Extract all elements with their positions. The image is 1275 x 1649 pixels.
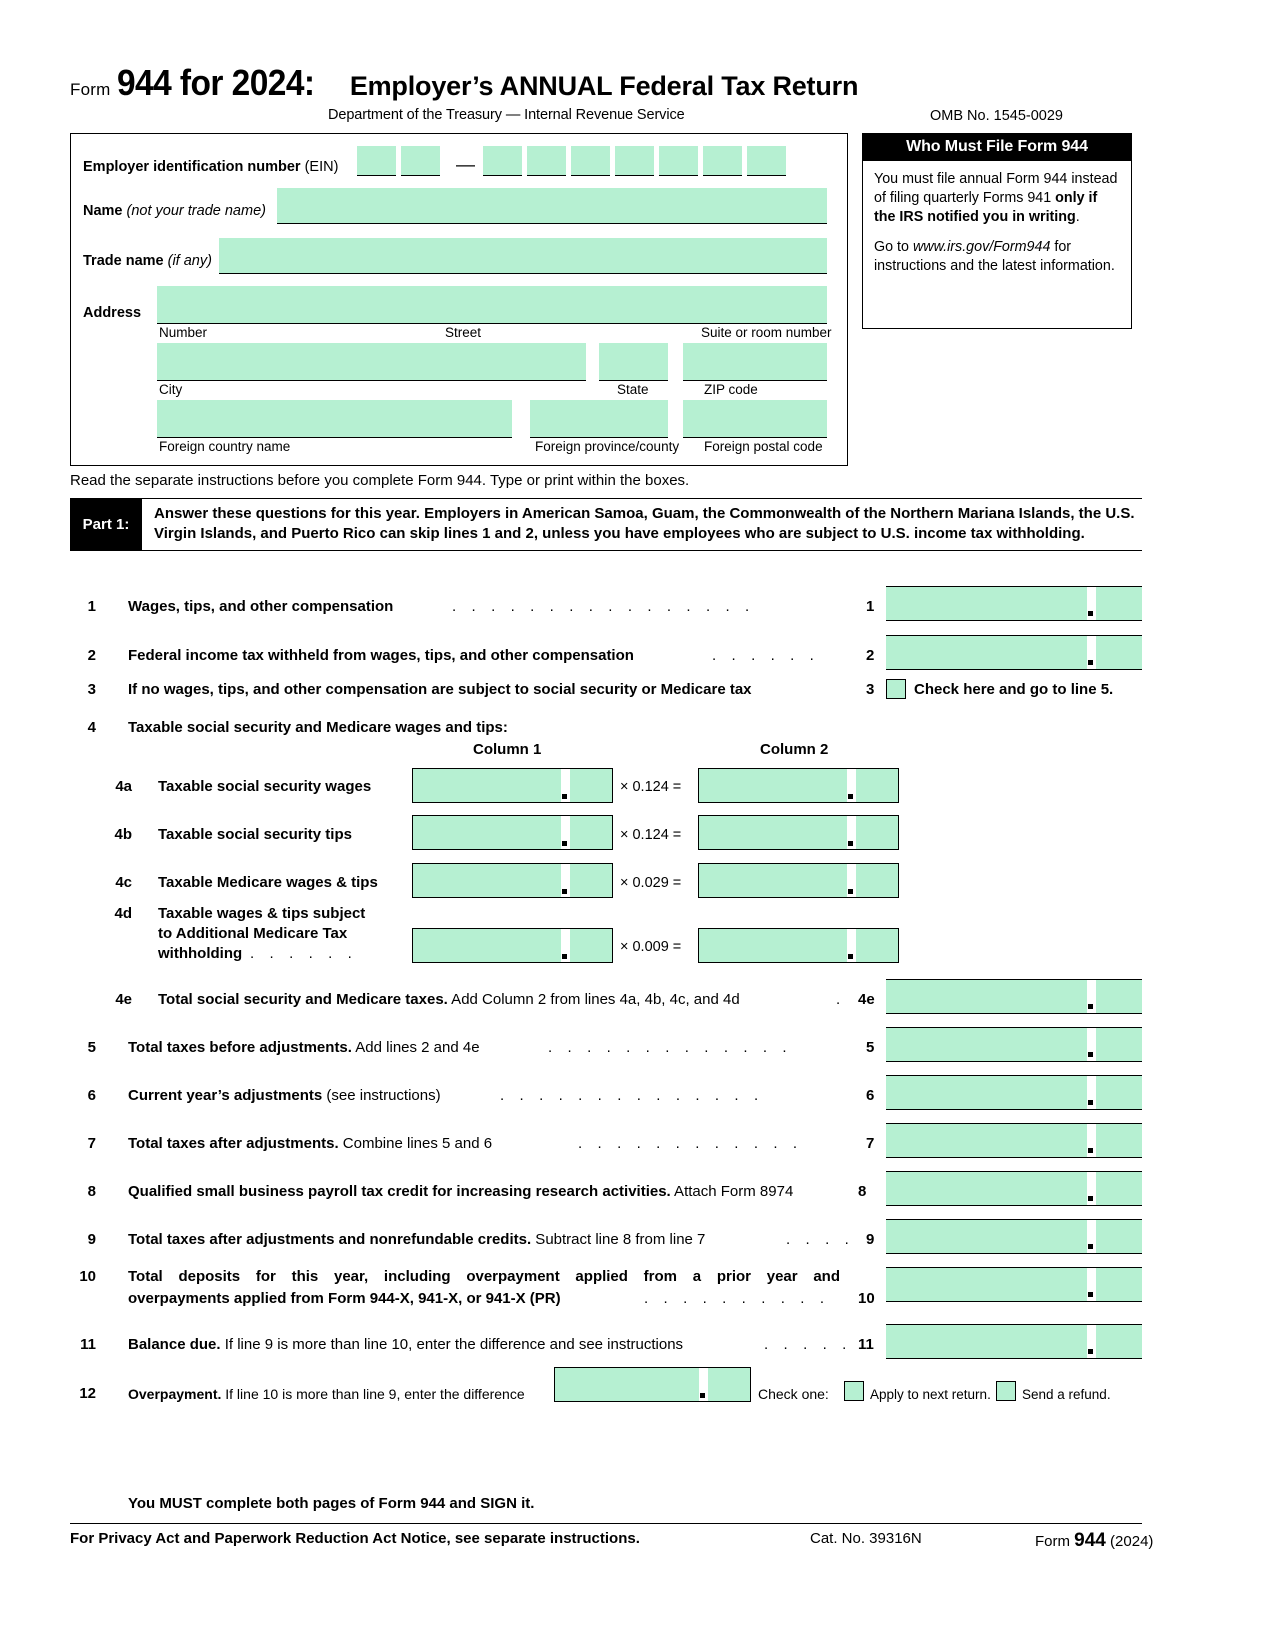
line-9-amount-field[interactable] — [886, 1219, 1142, 1254]
line-4b-col1-decimal-separator — [561, 816, 570, 849]
line-9-cents[interactable] — [1096, 1220, 1142, 1253]
line-8-cents[interactable] — [1096, 1172, 1142, 1205]
line-6-amount-field[interactable] — [886, 1075, 1142, 1110]
trade-name-label: Trade name (if any) — [83, 253, 212, 269]
line-12-dollars[interactable] — [555, 1368, 699, 1401]
line-4d-label-line3: withholding — [158, 945, 243, 962]
line-6-number: 6 — [87, 1087, 96, 1104]
caption-street: Street — [445, 325, 482, 340]
line-4d-label-line1: Taxable wages & tips subject — [158, 905, 366, 922]
footer-form-id — [1035, 1530, 1153, 1552]
line-4e-label: Total social security and Medicare taxes. Add Column 2 from lines 4a, 4b, 4c, and 4d — [158, 991, 740, 1008]
line-4b-label: Taxable social security tips — [158, 826, 352, 843]
line-11-number: 11 — [80, 1336, 96, 1353]
line-6-cents[interactable] — [1096, 1076, 1142, 1109]
line-4a-col1-decimal-separator — [561, 769, 570, 802]
line-4b-rate: × 0.124 = — [620, 827, 682, 843]
line-1-number: 1 — [87, 598, 96, 615]
form-number-year: 944 for 2024: — [117, 62, 315, 103]
who-must-file-body — [863, 161, 1131, 276]
ein-digit-5[interactable] — [571, 146, 610, 176]
line-6-leader: . . . . . . . . . . . . . . — [500, 1087, 764, 1104]
line-4-label: Taxable social security and Medicare wages and tips: — [128, 719, 508, 736]
line-4c-col1-dollars[interactable] — [413, 864, 561, 897]
part1-banner — [70, 498, 1142, 551]
line-4c-column2-field[interactable] — [698, 863, 899, 898]
line-9-decimal-separator — [1087, 1220, 1096, 1253]
department-line: Department of the Treasury — Internal Revenue Service — [328, 107, 685, 123]
line-4c-column1-field[interactable] — [412, 863, 613, 898]
line-4e-cents[interactable] — [1096, 980, 1142, 1013]
form-title: Employer’s ANNUAL Federal Tax Return — [349, 71, 859, 101]
who-must-file-paragraph-1: You must file annual Form 944 instead of filing quarterly Forms 941 only if the IRS notified you in writing. — [874, 171, 1118, 225]
line-4e-amount-field[interactable] — [886, 979, 1142, 1014]
line-4c-col2-decimal-separator — [847, 864, 856, 897]
line-11-dollars[interactable] — [886, 1325, 1087, 1358]
line-4d-col1-decimal-separator — [561, 929, 570, 962]
ein-digit-7[interactable] — [659, 146, 698, 176]
line-7-cents[interactable] — [1096, 1124, 1142, 1157]
line-4b-col2-decimal-separator — [847, 816, 856, 849]
line-4e-leader: . — [836, 991, 846, 1008]
line-4a-col1-cents[interactable] — [570, 769, 612, 802]
ein-dash: — — [456, 155, 475, 176]
line-1-label: Wages, tips, and other compensation — [128, 598, 394, 615]
line-9-number: 9 — [87, 1231, 96, 1248]
line-4a-rate: × 0.124 = — [620, 779, 682, 795]
line-4b-col2-cents[interactable] — [856, 816, 898, 849]
line-4e-dollars[interactable] — [886, 980, 1087, 1013]
privacy-act-notice: For Privacy Act and Paperwork Reduction Act Notice, see separate instructions. — [70, 1530, 640, 1547]
caption-province: Foreign province/county — [535, 439, 680, 454]
address-label: Address — [83, 305, 142, 321]
line-4a-column1-field[interactable] — [412, 768, 613, 803]
caption-postal: Foreign postal code — [704, 439, 823, 454]
footer-form-year: (2024) — [1110, 1533, 1154, 1550]
read-instructions-note: Read the separate instructions before you complete Form 944. Type or print within the boxes. — [70, 472, 690, 489]
caption-suite: Suite or room number — [701, 325, 832, 340]
line-7-ref: 7 — [866, 1135, 875, 1152]
line-3-number: 3 — [87, 681, 96, 698]
employer-info-box — [70, 133, 848, 466]
line-4b-col1-cents[interactable] — [570, 816, 612, 849]
line-4d-label-line2: to Additional Medicare Tax — [158, 925, 348, 942]
line-12-apply-next-return-label: Apply to next return. — [870, 1387, 991, 1402]
line-5-label: Total taxes before adjustments. Add lines 2 and 4e — [128, 1039, 480, 1056]
line-9-leader: . . . . — [786, 1231, 855, 1248]
line-4b-col2-dollars[interactable] — [699, 816, 847, 849]
address-zip-input[interactable] — [683, 343, 827, 381]
line-2-number: 2 — [87, 647, 96, 664]
line-4a-col2-dollars[interactable] — [699, 769, 847, 802]
trade-name-input[interactable] — [219, 238, 827, 274]
line-6-label: Current year’s adjustments (see instructions) — [128, 1087, 441, 1104]
column-2-header: Column 2 — [760, 741, 829, 758]
line-2-label: Federal income tax withheld from wages, tips, and other compensation — [128, 647, 634, 664]
address-city-input[interactable] — [157, 343, 586, 381]
line-5-cents[interactable] — [1096, 1028, 1142, 1061]
line-4c-col2-dollars[interactable] — [699, 864, 847, 897]
line-11-decimal-separator — [1087, 1325, 1096, 1358]
line-4d-number: 4d — [114, 905, 132, 922]
line-12-label: Overpayment. If line 10 is more than line 9, enter the difference — [128, 1386, 525, 1402]
address-street-input[interactable] — [157, 286, 827, 324]
line-10-label-line2: overpayments applied from Form 944-X, 941-X, or 941-X (PR) — [128, 1290, 561, 1307]
line-2-amount-field[interactable] — [886, 635, 1142, 670]
line-7-leader: . . . . . . . . . . . . — [578, 1135, 803, 1152]
line-8-number: 8 — [87, 1183, 96, 1200]
line-4c-col1-cents[interactable] — [570, 864, 612, 897]
line-4e-decimal-separator — [1087, 980, 1096, 1013]
caption-zip: ZIP code — [704, 382, 758, 397]
line-4d-col2-dollars[interactable] — [699, 929, 847, 962]
line-10-amount-field[interactable] — [886, 1267, 1142, 1302]
line-4a-col1-dollars[interactable] — [413, 769, 561, 802]
line-2-decimal-separator — [1087, 636, 1096, 669]
line-4d-col2-decimal-separator — [847, 929, 856, 962]
line-2-ref: 2 — [866, 647, 875, 664]
column-1-header: Column 1 — [473, 741, 542, 758]
line-5-ref: 5 — [866, 1039, 875, 1056]
ein-digit-4[interactable] — [527, 146, 566, 176]
ein-digit-9[interactable] — [747, 146, 786, 176]
line-11-ref: 11 — [858, 1336, 874, 1353]
address-state-input[interactable] — [599, 343, 668, 381]
line-4c-col2-cents[interactable] — [856, 864, 898, 897]
line-4a-label: Taxable social security wages — [158, 778, 372, 795]
line-12-decimal-separator — [699, 1368, 708, 1401]
line-4b-col1-dollars[interactable] — [413, 816, 561, 849]
line-4a-number: 4a — [115, 778, 132, 795]
part1-tab-label: Part 1: — [70, 499, 142, 550]
line-4-number: 4 — [87, 719, 96, 736]
line-5-leader: . . . . . . . . . . . . . — [548, 1039, 793, 1056]
line-6-decimal-separator — [1087, 1076, 1096, 1109]
caption-country: Foreign country name — [159, 439, 291, 454]
line-4d-col1-dollars[interactable] — [413, 929, 561, 962]
line-9-dollars[interactable] — [886, 1220, 1087, 1253]
line-2-cents[interactable] — [1096, 636, 1142, 669]
line-6-dollars[interactable] — [886, 1076, 1087, 1109]
line-8-label: Qualified small business payroll tax credit for increasing research activities. Attach Form 8974 — [128, 1183, 794, 1200]
line-4d-leader: . . . . . . — [250, 945, 358, 962]
ein-digit-2[interactable] — [401, 146, 440, 176]
line-7-decimal-separator — [1087, 1124, 1096, 1157]
line-11-amount-field[interactable] — [886, 1324, 1142, 1359]
line-9-ref: 9 — [866, 1231, 875, 1248]
who-must-file-heading: Who Must File Form 944 — [863, 134, 1131, 161]
line-4c-label: Taxable Medicare wages & tips — [158, 874, 378, 891]
footer-rule — [70, 1523, 1142, 1524]
form-header-titleline — [70, 62, 1160, 104]
line-4b-column1-field[interactable] — [412, 815, 613, 850]
line-4e-number: 4e — [115, 991, 132, 1008]
must-complete-note: You MUST complete both pages of Form 944 and SIGN it. — [128, 1495, 535, 1512]
caption-city: City — [159, 382, 183, 397]
line-4d-column2-field[interactable] — [698, 928, 899, 963]
footer-form-word: Form — [1035, 1533, 1070, 1550]
line-3-check-label: Check here and go to line 5. — [914, 681, 1114, 698]
ein-digit-8[interactable] — [703, 146, 742, 176]
address-province-input[interactable] — [530, 400, 668, 438]
line-5-dollars[interactable] — [886, 1028, 1087, 1061]
ein-digit-1[interactable] — [357, 146, 396, 176]
line-11-label: Balance due. If line 9 is more than line 10, enter the difference and see instructions — [128, 1336, 684, 1353]
line-3-checkbox[interactable] — [886, 679, 906, 699]
line-12-send-refund-label: Send a refund. — [1022, 1387, 1111, 1402]
line-2-leader: . . . . . . — [712, 647, 820, 664]
ein-label: Employer identification number (EIN) — [83, 159, 339, 175]
line-3-label: If no wages, tips, and other compensation are subject to social security or Medicare tax — [128, 681, 752, 698]
line-4b-number: 4b — [114, 826, 132, 843]
line-12-send-refund-checkbox[interactable] — [996, 1381, 1016, 1401]
line-10-number: 10 — [79, 1268, 96, 1285]
ein-digit-3[interactable] — [483, 146, 522, 176]
line-12-check-one-label: Check one: — [758, 1386, 829, 1402]
line-4d-rate: × 0.009 = — [620, 939, 682, 955]
line-8-ref: 8 — [858, 1183, 867, 1200]
line-10-ref: 10 — [858, 1290, 875, 1307]
line-4d-col2-cents[interactable] — [856, 929, 898, 962]
line-4c-rate: × 0.029 = — [620, 875, 682, 891]
line-5-amount-field[interactable] — [886, 1027, 1142, 1062]
line-5-decimal-separator — [1087, 1028, 1096, 1061]
line-4d-col1-cents[interactable] — [570, 929, 612, 962]
line-8-decimal-separator — [1087, 1172, 1096, 1205]
line-8-amount-field[interactable] — [886, 1171, 1142, 1206]
line-1-dollars[interactable] — [886, 587, 1087, 620]
line-4c-number: 4c — [115, 874, 132, 891]
line-4b-column2-field[interactable] — [698, 815, 899, 850]
irs-form944-link[interactable]: www.irs.gov/Form944 — [912, 239, 1051, 255]
caption-state: State — [617, 382, 649, 397]
line-4e-ref: 4e — [858, 991, 875, 1008]
line-4a-col2-decimal-separator — [847, 769, 856, 802]
line-3-ref: 3 — [866, 681, 875, 698]
line-10-decimal-separator — [1087, 1268, 1096, 1301]
name-label: Name (not your trade name) — [83, 203, 266, 219]
who-must-file-paragraph-2: Go to www.irs.gov/Form944 for instructions and the latest information. — [874, 239, 1115, 274]
line-4d-column1-field[interactable] — [412, 928, 613, 963]
line-1-amount-field[interactable] — [886, 586, 1142, 621]
form-word-label: Form — [70, 80, 111, 99]
caption-number: Number — [159, 325, 208, 340]
line-12-number: 12 — [79, 1385, 96, 1402]
line-1-decimal-separator — [1087, 587, 1096, 620]
footer-form-number: 944 — [1074, 1530, 1106, 1551]
line-9-label: Total taxes after adjustments and nonrefundable credits. Subtract line 8 from line 7 — [128, 1231, 706, 1248]
line-10-cents[interactable] — [1096, 1268, 1142, 1301]
catalog-number: Cat. No. 39316N — [810, 1530, 922, 1547]
line-1-leader: . . . . . . . . . . . . . . . . — [452, 598, 755, 615]
line-12-amount-field[interactable] — [554, 1367, 751, 1402]
address-country-input[interactable] — [157, 400, 512, 438]
line-11-cents[interactable] — [1096, 1325, 1142, 1358]
line-12-apply-next-return-checkbox[interactable] — [844, 1381, 864, 1401]
line-2-dollars[interactable] — [886, 636, 1087, 669]
line-4a-column2-field[interactable] — [698, 768, 899, 803]
line-7-number: 7 — [87, 1135, 96, 1152]
ein-digit-6[interactable] — [615, 146, 654, 176]
line-6-ref: 6 — [866, 1087, 875, 1104]
line-7-dollars[interactable] — [886, 1124, 1087, 1157]
line-10-dollars[interactable] — [886, 1268, 1087, 1301]
line-10-label-line1: Total deposits for this year, including overpayment applied from a prior year and — [128, 1268, 840, 1285]
line-1-cents[interactable] — [1096, 587, 1142, 620]
omb-number: OMB No. 1545-0029 — [930, 108, 1063, 124]
line-12-cents[interactable] — [708, 1368, 750, 1401]
line-5-number: 5 — [87, 1039, 96, 1056]
line-7-label: Total taxes after adjustments. Combine lines 5 and 6 — [128, 1135, 493, 1152]
line-11-leader: . . . . . — [764, 1336, 852, 1353]
line-10-leader: . . . . . . . . . . — [644, 1290, 830, 1307]
part1-instruction-text: Answer these questions for this year. Employers in American Samoa, Guam, the Commonwealth of the Northern Mariana Islands, the U.S. Virgin Islands, and Puerto Rico can skip lines 1 and 2, unless you have employees who are subject to U.S. income tax withholding. — [154, 505, 1135, 542]
line-8-dollars[interactable] — [886, 1172, 1087, 1205]
line-1-ref: 1 — [866, 598, 875, 615]
line-4a-col2-cents[interactable] — [856, 769, 898, 802]
name-input[interactable] — [277, 188, 827, 224]
line-7-amount-field[interactable] — [886, 1123, 1142, 1158]
who-must-file-box — [862, 133, 1132, 329]
line-4c-col1-decimal-separator — [561, 864, 570, 897]
address-postal-input[interactable] — [683, 400, 827, 438]
